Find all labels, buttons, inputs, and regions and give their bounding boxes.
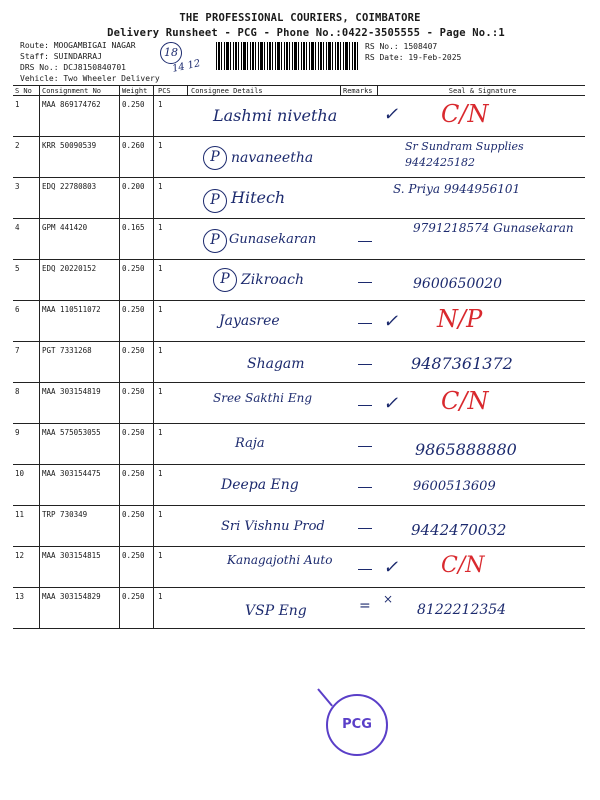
table-row — [13, 301, 585, 342]
drs-label: DRS No.: DCJ8150840701 — [20, 63, 126, 72]
row-weight: 0.260 — [119, 137, 153, 177]
row-signature-handwriting: C/N — [441, 387, 489, 415]
remarks-dash — [358, 241, 372, 242]
col-sno: S No — [15, 87, 32, 95]
col-signature: Seal & Signature — [377, 86, 585, 95]
cross-mark: × — [383, 592, 394, 606]
row-weight: 0.200 — [119, 178, 153, 218]
rs-date: RS Date: 19-Feb-2025 — [365, 53, 462, 62]
row-pcs: 1 — [153, 342, 187, 382]
tick-mark: ✓ — [383, 393, 399, 414]
row-pcs: 1 — [153, 260, 187, 300]
row-consignee-handwriting: Kanagajothi Auto — [227, 553, 333, 567]
tick-mark: ✓ — [383, 311, 399, 332]
row-consignment: MAA 303154829 — [39, 588, 119, 628]
remarks-dash — [358, 323, 372, 324]
row-signature-handwriting: C/N — [441, 553, 485, 578]
row-sno: 8 — [15, 387, 20, 396]
remarks-dash — [358, 364, 372, 365]
row-consignment: MAA 869174762 — [39, 96, 119, 136]
stamp-stroke — [317, 688, 333, 706]
row-consignment: MAA 575053055 — [39, 424, 119, 464]
row-consignment: MAA 303154815 — [39, 547, 119, 587]
remarks-dash — [358, 487, 372, 488]
p-circle-mark: P — [203, 189, 227, 213]
row-consignee-handwriting: Raja — [235, 436, 265, 451]
p-circle-mark: P — [213, 268, 237, 292]
table-row — [13, 137, 585, 178]
row-sno: 10 — [15, 469, 25, 478]
row-signature-handwriting: 9487361372 — [411, 354, 513, 373]
row-signature-handwriting: 8122212354 — [417, 602, 507, 618]
table-row — [13, 547, 585, 588]
row-weight: 0.165 — [119, 219, 153, 259]
row-pcs: 1 — [153, 383, 187, 423]
row-consignment: KRR 50090539 — [39, 137, 119, 177]
row-consignment: MAA 110511072 — [39, 301, 119, 341]
table-row — [13, 96, 585, 137]
runsheet-info-left — [20, 40, 160, 84]
row-weight: 0.250 — [119, 424, 153, 464]
table-row — [13, 178, 585, 219]
company-title: THE PROFESSIONAL COURIERS, COIMBATORE — [179, 12, 421, 24]
table-row — [13, 506, 585, 547]
p-circle-mark: P — [203, 146, 227, 170]
row-weight: 0.250 — [119, 342, 153, 382]
row-consignment: TRP 730349 — [39, 506, 119, 546]
rs-number: RS No.: 1508407 — [365, 42, 438, 51]
route-label: Route: MOOGAMBIGAI NAGAR — [20, 41, 136, 50]
row-consignee-handwriting: Sri Vishnu Prod — [221, 519, 325, 534]
row-consignment: PGT 7331268 — [39, 342, 119, 382]
remarks-dash — [358, 282, 372, 283]
row-weight: 0.250 — [119, 96, 153, 136]
row-weight: 0.250 — [119, 588, 153, 628]
row-signature-handwriting: 9442470032 — [411, 521, 507, 539]
row-pcs: 1 — [153, 96, 187, 136]
handwritten-count-note: 14 12 — [171, 58, 202, 75]
row-sno: 3 — [15, 182, 20, 191]
row-consignee-handwriting: Lashmi nivetha — [213, 106, 338, 125]
row-consignee-handwriting: Shagam — [247, 356, 305, 372]
col-consignment: Consignment No — [39, 86, 119, 95]
row-weight: 0.250 — [119, 301, 153, 341]
row-consignee-handwriting: Deepa Eng — [221, 477, 299, 493]
remarks-dash — [358, 405, 372, 406]
row-sno: 12 — [15, 551, 25, 560]
table-row — [13, 342, 585, 383]
row-weight: 0.250 — [119, 547, 153, 587]
table-header — [13, 85, 585, 96]
row-sno: 7 — [15, 346, 20, 355]
col-consignee: Consignee Details — [187, 86, 340, 95]
row-consignee-handwriting: Sree Sakthi Eng — [213, 391, 312, 405]
row-pcs: 1 — [153, 178, 187, 218]
row-pcs: 1 — [153, 547, 187, 587]
remarks-dash — [358, 528, 372, 529]
row-consignee-handwriting: Hitech — [231, 188, 286, 207]
barcode — [216, 42, 358, 70]
remarks-dash — [358, 569, 372, 570]
row-signature-handwriting: Sr Sundram Supplies 9442425182 — [405, 140, 524, 169]
row-consignment: GPM 441420 — [39, 219, 119, 259]
handwritten-count-circle: 18 — [160, 42, 182, 64]
row-consignee-handwriting: Gunasekaran — [229, 232, 317, 247]
pcg-stamp: PCG — [326, 694, 388, 756]
row-sno: 6 — [15, 305, 20, 314]
table-row — [13, 260, 585, 301]
runsheet-table — [13, 85, 585, 629]
col-pcs: PCS — [153, 86, 187, 95]
col-weight: Weight — [119, 86, 153, 95]
row-sno: 2 — [15, 141, 20, 150]
row-signature-handwriting: 9865888880 — [415, 440, 517, 459]
row-weight: 0.250 — [119, 383, 153, 423]
table-row — [13, 424, 585, 465]
row-pcs: 1 — [153, 506, 187, 546]
row-consignee-handwriting: VSP Eng — [245, 603, 307, 619]
table-row — [13, 219, 585, 260]
row-consignee-handwriting: Zikroach — [241, 272, 305, 288]
row-sno: 5 — [15, 264, 20, 273]
runsheet-info-right — [365, 41, 461, 63]
row-signature-handwriting: S. Priya 9944956101 — [393, 182, 521, 196]
row-signature-handwriting: 9600650020 — [413, 276, 503, 292]
row-consignment: MAA 303154819 — [39, 383, 119, 423]
row-pcs: 1 — [153, 465, 187, 505]
row-weight: 0.250 — [119, 465, 153, 505]
tick-mark: ✓ — [383, 557, 399, 578]
table-row — [13, 465, 585, 506]
row-sno: 4 — [15, 223, 20, 232]
row-signature-handwriting: 9600513609 — [413, 479, 496, 494]
row-consignment: EDQ 20220152 — [39, 260, 119, 300]
row-sno: 9 — [15, 428, 20, 437]
row-pcs: 1 — [153, 301, 187, 341]
remarks-dash — [358, 446, 372, 447]
tick-mark: ✓ — [383, 104, 399, 125]
runsheet-subtitle: Delivery Runsheet - PCG - Phone No.:0422-3505555 - Page No.:1 — [107, 27, 505, 39]
table-row — [13, 383, 585, 424]
row-consignee-handwriting: navaneetha — [231, 150, 314, 166]
row-consignee-handwriting: Jayasree — [219, 313, 280, 329]
row-signature-handwriting: 9791218574 Gunasekaran — [413, 221, 574, 235]
row-weight: 0.250 — [119, 506, 153, 546]
table-row — [13, 588, 585, 629]
row-sno: 11 — [15, 510, 25, 519]
p-circle-mark: P — [203, 229, 227, 253]
row-pcs: 1 — [153, 137, 187, 177]
row-consignment: EDQ 22780803 — [39, 178, 119, 218]
row-signature-handwriting: N/P — [437, 305, 483, 333]
row-signature-handwriting: C/N — [441, 100, 489, 128]
row-sno: 1 — [15, 100, 20, 109]
row-pcs: 1 — [153, 588, 187, 628]
row-sno: 13 — [15, 592, 25, 601]
col-remarks: Remarks — [340, 86, 377, 95]
row-consignment: MAA 303154475 — [39, 465, 119, 505]
row-weight: 0.250 — [119, 260, 153, 300]
row-pcs: 1 — [153, 219, 187, 259]
vehicle-label: Vehicle: Two Wheeler Delivery — [20, 74, 160, 83]
row-pcs: 1 — [153, 424, 187, 464]
remarks-mark: = — [359, 598, 371, 614]
staff-label: Staff: SUINDARRAJ — [20, 52, 102, 61]
